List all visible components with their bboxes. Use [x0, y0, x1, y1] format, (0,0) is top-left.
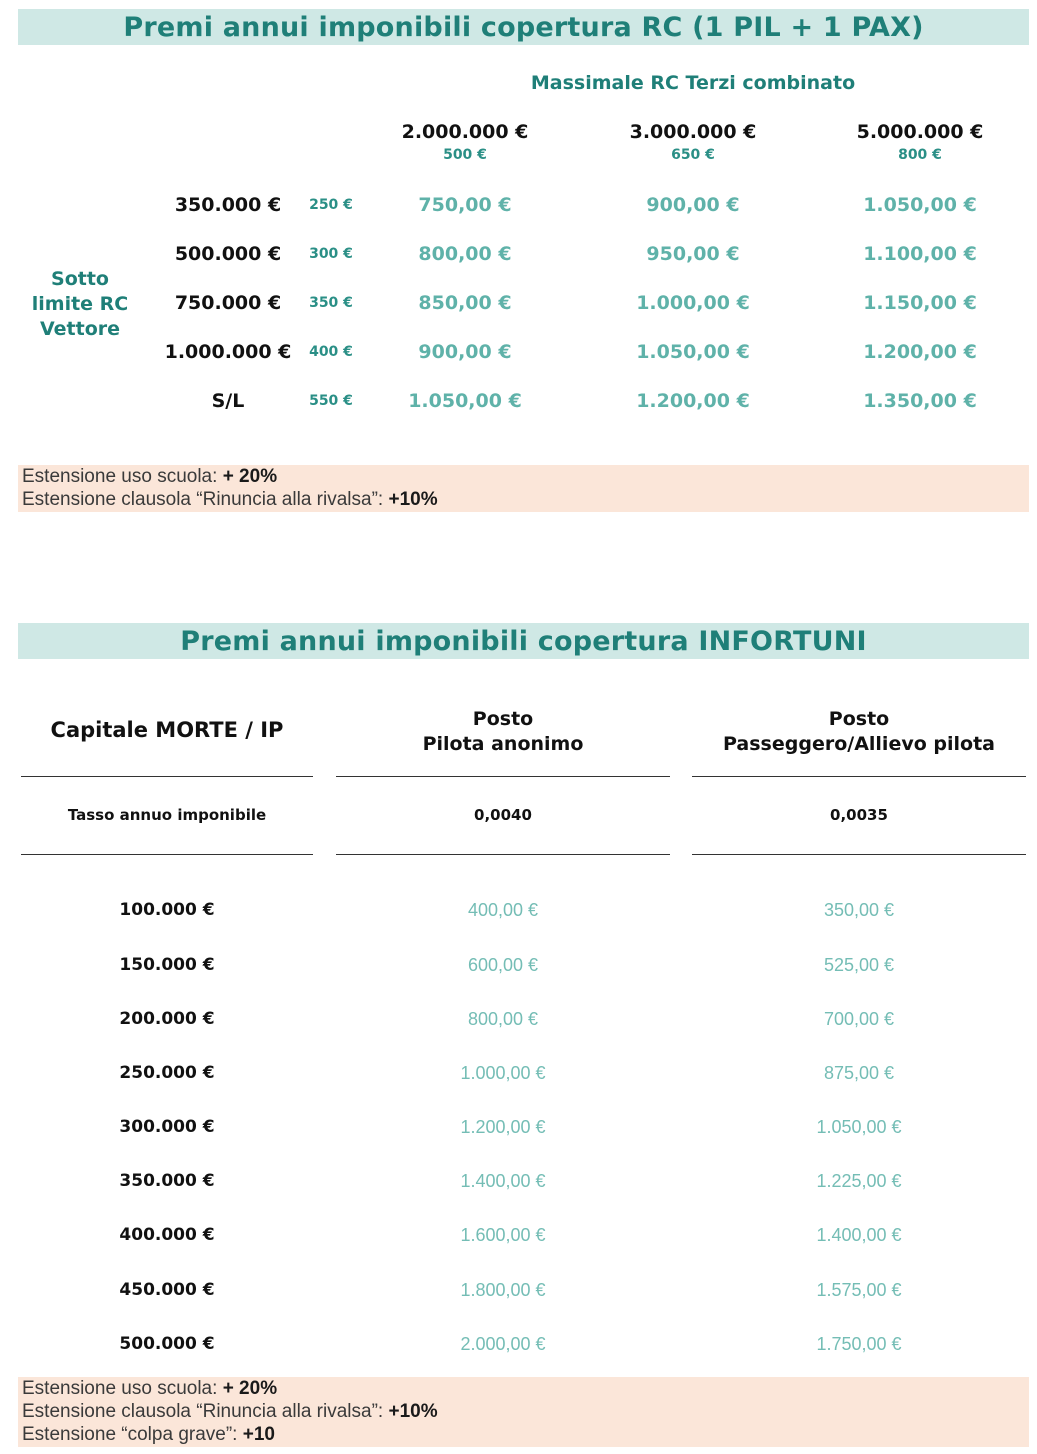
rc-row-group-label-line: Sotto	[51, 268, 109, 290]
rc-row-limit: 1.000.000 €	[164, 341, 292, 363]
rc-section-title: Premi annui imponibili copertura RC (1 PIL + 1 PAX)	[18, 9, 1029, 45]
inf-rate-passenger: 0,0035	[830, 806, 888, 824]
inf-cell-pilot: 1.800,00 €	[460, 1280, 546, 1300]
rc-column-header	[365, 121, 565, 163]
inf-table-row	[0, 1009, 1037, 1033]
inf-col-passenger-header	[692, 707, 1026, 757]
rc-table-row	[0, 390, 1037, 416]
inf-rate-pilot: 0,0040	[474, 806, 532, 824]
inf-cell-pilot: 2.000,00 €	[460, 1334, 546, 1354]
rc-cell: 900,00 €	[418, 341, 512, 363]
inf-table-row	[0, 1334, 1037, 1358]
note-line	[22, 1377, 1029, 1400]
inf-capital: 400.000 €	[119, 1225, 215, 1245]
note-value: +10%	[388, 489, 438, 510]
inf-cell-passenger: 875,00 €	[823, 1063, 895, 1083]
inf-table-row	[0, 955, 1037, 979]
rc-column-amount: 5.000.000 €	[856, 121, 984, 143]
inf-table-row	[0, 1063, 1037, 1087]
rc-cell: 1.200,00 €	[863, 341, 977, 363]
inf-capital: 300.000 €	[119, 1117, 215, 1137]
rc-row-surcharge: 300 €	[309, 246, 353, 262]
inf-table-row	[0, 1280, 1037, 1304]
rc-row-limit: 750.000 €	[174, 292, 282, 314]
inf-cell-passenger: 1.400,00 €	[816, 1225, 902, 1245]
rc-notes	[18, 465, 1029, 512]
rc-cell: 1.350,00 €	[863, 390, 977, 412]
rc-columns-heading: Massimale RC Terzi combinato	[530, 72, 856, 94]
divider	[692, 776, 1026, 777]
note-text: Estensione clausola “Rinuncia alla rivalsa”:	[22, 489, 389, 510]
rc-cell: 1.200,00 €	[636, 390, 750, 412]
inf-table-row	[0, 1117, 1037, 1141]
inf-header-line: Pilota anonimo	[422, 733, 584, 755]
rc-row-surcharge: 400 €	[309, 344, 353, 360]
divider	[336, 776, 670, 777]
inf-cell-passenger: 1.050,00 €	[816, 1117, 902, 1137]
inf-cell-pilot: 600,00 €	[467, 955, 539, 975]
inf-capital: 250.000 €	[119, 1063, 215, 1083]
inf-header-line: Posto	[828, 708, 890, 730]
rc-table-row	[0, 194, 1037, 220]
rc-column-surcharge: 650 €	[671, 147, 715, 163]
rc-cell: 1.100,00 €	[863, 243, 977, 265]
inf-cell-passenger: 1.750,00 €	[816, 1334, 902, 1354]
rc-row-limit: 350.000 €	[174, 194, 282, 216]
divider	[21, 854, 313, 855]
rc-table-row	[0, 292, 1037, 318]
note-value: +10	[242, 1424, 275, 1445]
inf-cell-passenger: 700,00 €	[823, 1009, 895, 1029]
inf-table-row	[0, 900, 1037, 924]
rc-cell: 750,00 €	[418, 194, 512, 216]
rc-row-group-label-line: Vettore	[39, 318, 121, 340]
note-line	[22, 488, 1029, 511]
rc-cell: 1.050,00 €	[863, 194, 977, 216]
inf-cell-passenger: 1.575,00 €	[816, 1280, 902, 1300]
inf-capital: 200.000 €	[119, 1009, 215, 1029]
rc-cell: 850,00 €	[418, 292, 512, 314]
rc-row-group-label-line: limite RC	[31, 293, 129, 315]
inf-cell-pilot: 1.400,00 €	[460, 1171, 546, 1191]
inf-notes	[18, 1377, 1029, 1447]
rc-row-surcharge: 550 €	[309, 393, 353, 409]
inf-header-line: Posto	[472, 708, 534, 730]
divider	[336, 854, 670, 855]
inf-capital: 100.000 €	[119, 900, 215, 920]
inf-table-row	[0, 1225, 1037, 1249]
note-text: Estensione clausola “Rinuncia alla rivalsa”:	[22, 1401, 389, 1422]
inf-capital: 150.000 €	[119, 955, 215, 975]
inf-capital: 350.000 €	[119, 1171, 215, 1191]
note-text: Estensione uso scuola:	[22, 466, 223, 487]
rc-cell: 1.150,00 €	[863, 292, 977, 314]
divider	[21, 776, 313, 777]
inf-capital-header: Capitale MORTE / IP	[50, 718, 284, 742]
inf-cell-pilot: 1.200,00 €	[460, 1117, 546, 1137]
rc-row-surcharge: 350 €	[309, 295, 353, 311]
note-text: Estensione “colpa grave”:	[22, 1424, 243, 1445]
inf-table-row	[0, 1171, 1037, 1195]
inf-section-title: Premi annui imponibili copertura INFORTUNI	[18, 623, 1029, 659]
rc-table-row	[0, 341, 1037, 367]
rc-cell: 1.050,00 €	[408, 390, 522, 412]
rc-column-surcharge: 800 €	[898, 147, 942, 163]
rc-row-limit: S/L	[211, 390, 245, 412]
inf-capital: 500.000 €	[119, 1334, 215, 1354]
inf-cell-passenger: 525,00 €	[823, 955, 895, 975]
inf-cell-passenger: 350,00 €	[823, 900, 895, 920]
inf-cell-pilot: 1.000,00 €	[460, 1063, 546, 1083]
rc-row-surcharge: 250 €	[309, 197, 353, 213]
inf-cell-pilot: 400,00 €	[467, 900, 539, 920]
rc-column-surcharge: 500 €	[443, 147, 487, 163]
note-line	[22, 1423, 1029, 1446]
rc-cell: 950,00 €	[646, 243, 740, 265]
inf-cell-pilot: 800,00 €	[467, 1009, 539, 1029]
rc-cell: 900,00 €	[646, 194, 740, 216]
rc-column-header	[593, 121, 793, 163]
note-value: + 20%	[222, 466, 278, 487]
inf-cell-pilot: 1.600,00 €	[460, 1225, 546, 1245]
note-line	[22, 1400, 1029, 1423]
rc-cell: 1.050,00 €	[636, 341, 750, 363]
rc-column-amount: 2.000.000 €	[401, 121, 529, 143]
rc-column-header	[820, 121, 1020, 163]
rc-table-row	[0, 243, 1037, 269]
inf-capital: 450.000 €	[119, 1280, 215, 1300]
rc-row-limit: 500.000 €	[174, 243, 282, 265]
rc-cell: 1.000,00 €	[636, 292, 750, 314]
inf-col-pilot-header	[336, 707, 670, 757]
rc-column-amount: 3.000.000 €	[629, 121, 757, 143]
inf-cell-passenger: 1.225,00 €	[816, 1171, 902, 1191]
note-line	[22, 465, 1029, 488]
note-value: + 20%	[222, 1378, 278, 1399]
note-value: +10%	[388, 1401, 438, 1422]
inf-header-line: Passeggero/Allievo pilota	[723, 733, 995, 755]
note-text: Estensione uso scuola:	[22, 1378, 223, 1399]
inf-rate-label: Tasso annuo imponibile	[67, 806, 267, 824]
divider	[692, 854, 1026, 855]
rc-cell: 800,00 €	[418, 243, 512, 265]
